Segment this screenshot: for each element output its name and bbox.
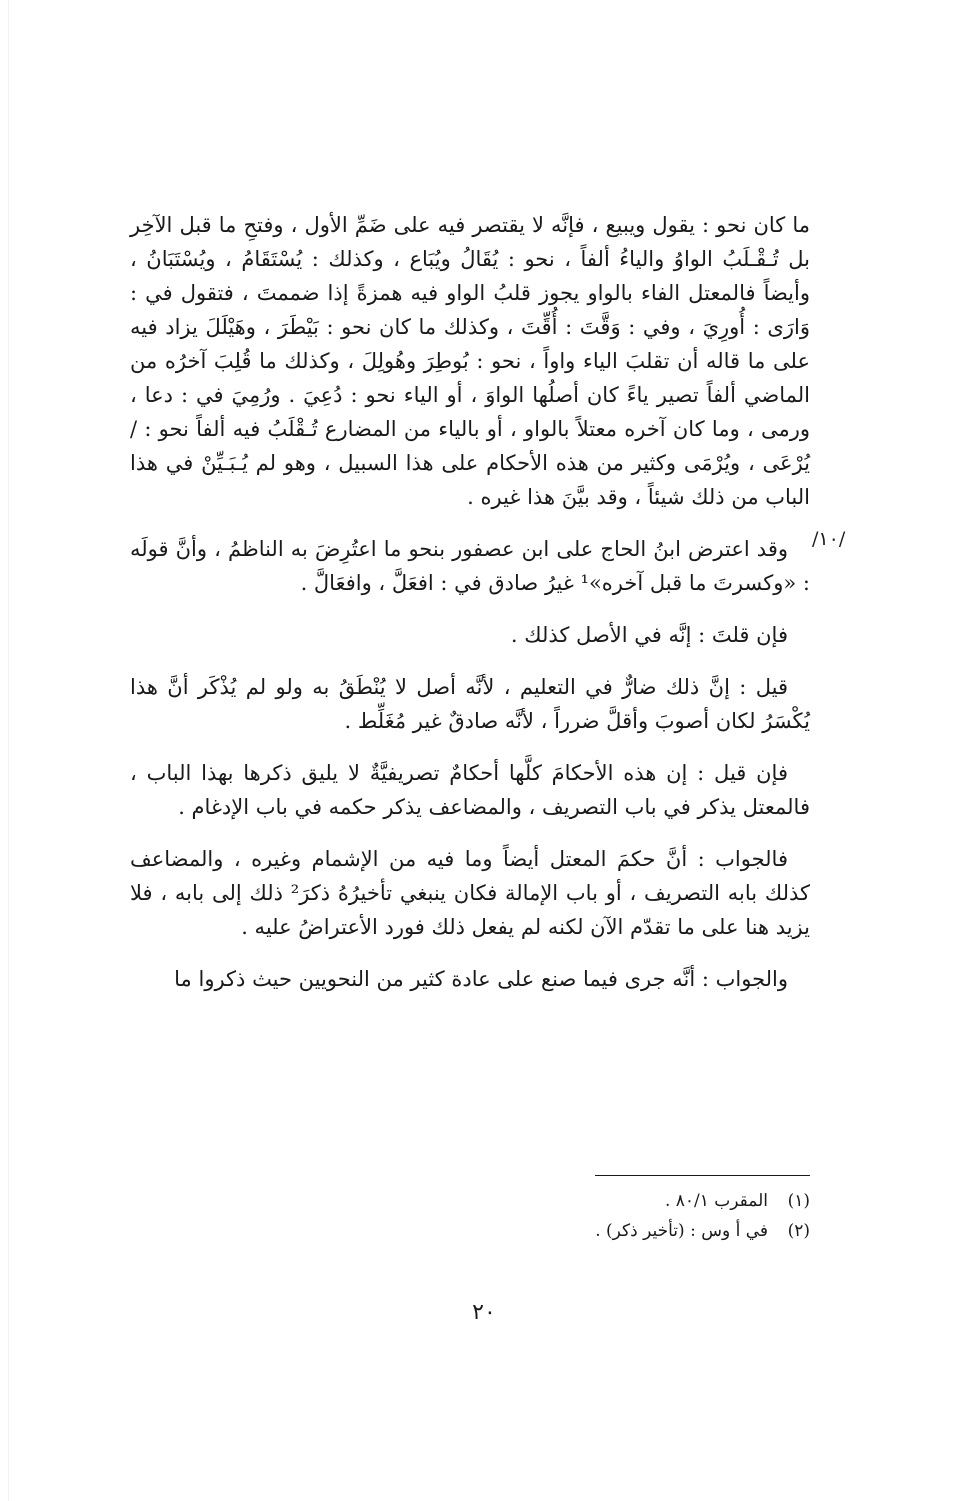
margin-folio-note: /١٠/ <box>812 528 846 550</box>
scan-edge-line <box>8 0 9 1501</box>
footnote-item <box>130 1216 810 1246</box>
main-text <box>130 208 810 1014</box>
footnote-number: (٢) <box>787 1221 810 1241</box>
footnote-text: المقرب ٨٠/١ . <box>664 1191 768 1211</box>
paragraph-6: فالجواب : أنَّ حكمَ المعتل أيضاً وما فيه من الإشمام وغيره ، والمضاعف كذلك بابه التصريف ، أو باب الإمالة فكان ينبغي تأخيرُهُ ذكرَ² ذلك إلى بابه ، فلا يزيد هنا على ما تقدّم الآن لكنه لم يفعل ذلك فورد الأعتراضُ عليه . <box>130 847 810 939</box>
paragraph-3: فإن قلتَ : إنَّه في الأصل كذلك . <box>510 623 788 647</box>
paragraph-1: ما كان نحو : يقول ويبيع ، فإنَّه لا يقتصر فيه على ضَمِّ الأول ، وفتحِ ما قبل الآخِر بل تُـقْـلَبُ الواوُ والياءُ ألفاً ، نحو : يُقَالُ ويُبَاع ، وكذلك : يُسْتَقَامُ ، ويُسْتَبَانُ ، وأيضاً فالمعتل الفاء بالواو يجوز قلبُ الواو فيه همزةً إذا ضممتَ ، فتقول في : وَارَى : أُورِيَ ، وفي : وَقَّتَ : أُقِّتَ ، وكذلك ما كان نحو : بَيْطَرَ ، وهَيْلَلَ يزاد فيه على ما قاله أن تقلبَ الياء واواً ، نحو : بُوطِرَ وهُولِلَ ، وكذلك ما قُلِبَ آخرُه من الماضي ألفاً تصير ياءً كان أصلُها الواوَ ، أو الياء نحو : دُعِيَ . ورُمِيَ في : دعا ، ورمى ، وما كان آخره معتلاً بالواو ، أو بالياء من المضارع تُـقْلَبُ فيه ألفاً نحو : / يُرْعَى ، ويُرْمَى وكثير من هذه الأحكام على هذا السبيل ، وهو لم يُـبَـيِّنْ في هذا الباب من ذلك شيئاً ، وقد بيَّنَ هذا غيره . <box>130 213 810 509</box>
paragraph-2: وقد اعترض ابنُ الحاج على ابن عصفور بنحو ما اعتُرِضَ به الناظمُ ، وأنَّ قولَه : «وكسرتَ ما قبل آخره»¹ غيرُ صادق في : افعَلَّ ، وافعَالَّ . <box>130 537 810 595</box>
page-number: ٢٠ <box>472 1300 496 1325</box>
footnote-text: في أ وس : (تأخير ذكر) . <box>595 1221 768 1241</box>
paragraph-7: والجواب : أنَّه جرى فيما صنع على عادة كثير من النحويين حيث ذكروا ما <box>174 967 788 991</box>
footnotes <box>130 1186 810 1246</box>
footnote-item <box>130 1186 810 1216</box>
paragraph-5: فإن قيل : إن هذه الأحكامَ كلَّها أحكامٌ تصريفيَّةٌ لا يليق ذكرها بهذا الباب ، فالمعتل يذكر في باب التصريف ، والمضاعف يذكر حكمه في باب الإدغام . <box>130 761 810 819</box>
paragraph-4: قيل : إنَّ ذلك ضارٌّ في التعليم ، لأنَّه أصل لا يُنْطَقُ به ولو لم يُذْكَر أنَّ هذا يُكْسَرُ لكان أصوبَ وأقلَّ ضرراً ، لأنَّه صادقٌ غير مُغَلِّط . <box>130 675 810 733</box>
footnote-divider <box>595 1175 810 1176</box>
footnote-number: (١) <box>787 1191 810 1211</box>
